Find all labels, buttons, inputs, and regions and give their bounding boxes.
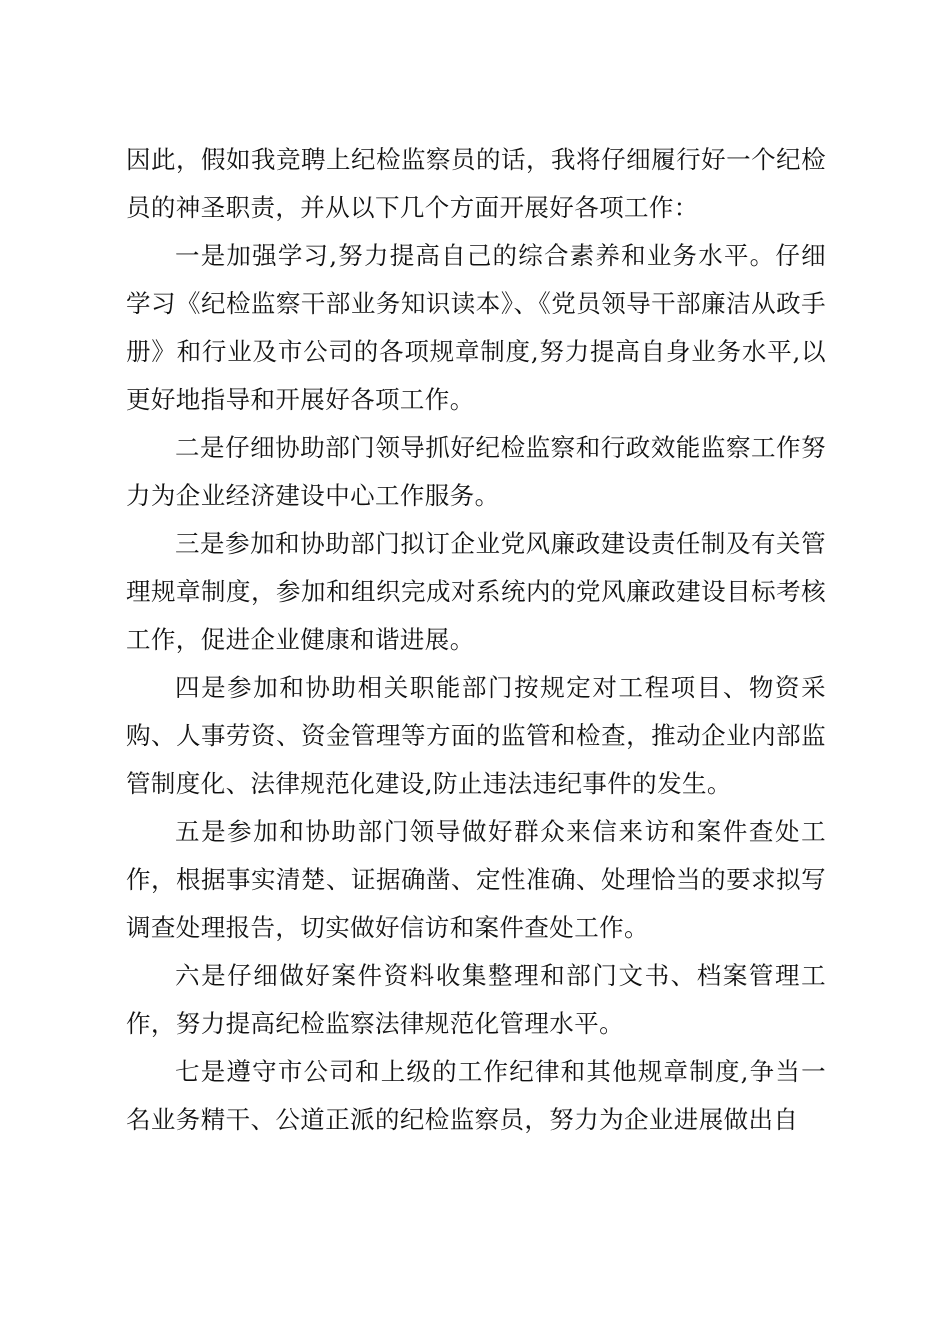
paragraph-item-4: 四是参加和协助相关职能部门按规定对工程项目、物资采购、人事劳资、资金管理等方面的监管和检查，推动企业内部监管制度化、法律规范化建设,防止违法违纪事件的发生。: [126, 673, 826, 798]
paragraph-item-6: 六是仔细做好案件资料收集整理和部门文书、档案管理工作，努力提高纪检监察法律规范化管理水平。: [126, 961, 826, 1038]
paragraph-item-1: 一是加强学习,努力提高自己的综合素养和业务水平。仔细学习《纪检监察干部业务知识读本》、《党员领导干部廉洁从政手册》和行业及市公司的各项规章制度,努力提高自身业务水平,以更好地指导和开展好各项工作。: [126, 241, 826, 414]
paragraph-item-5: 五是参加和协助部门领导做好群众来信来访和案件查处工作，根据事实清楚、证据确凿、定性准确、处理恰当的要求拟写调查处理报告，切实做好信访和案件查处工作。: [126, 817, 826, 942]
paragraph-intro: 因此，假如我竞聘上纪检监察员的话，我将仔细履行好一个纪检员的神圣职责，并从以下几个方面开展好各项工作：: [126, 145, 826, 222]
paragraph-item-3: 三是参加和协助部门拟订企业党风廉政建设责任制及有关管理规章制度，参加和组织完成对系统内的党风廉政建设目标考核工作，促进企业健康和谐进展。: [126, 529, 826, 654]
paragraph-item-2: 二是仔细协助部门领导抓好纪检监察和行政效能监察工作努力为企业经济建设中心工作服务。: [126, 433, 826, 510]
paragraph-item-7: 七是遵守市公司和上级的工作纪律和其他规章制度,争当一名业务精干、公道正派的纪检监察员，努力为企业进展做出自: [126, 1057, 826, 1134]
document-body: [126, 136, 826, 1144]
